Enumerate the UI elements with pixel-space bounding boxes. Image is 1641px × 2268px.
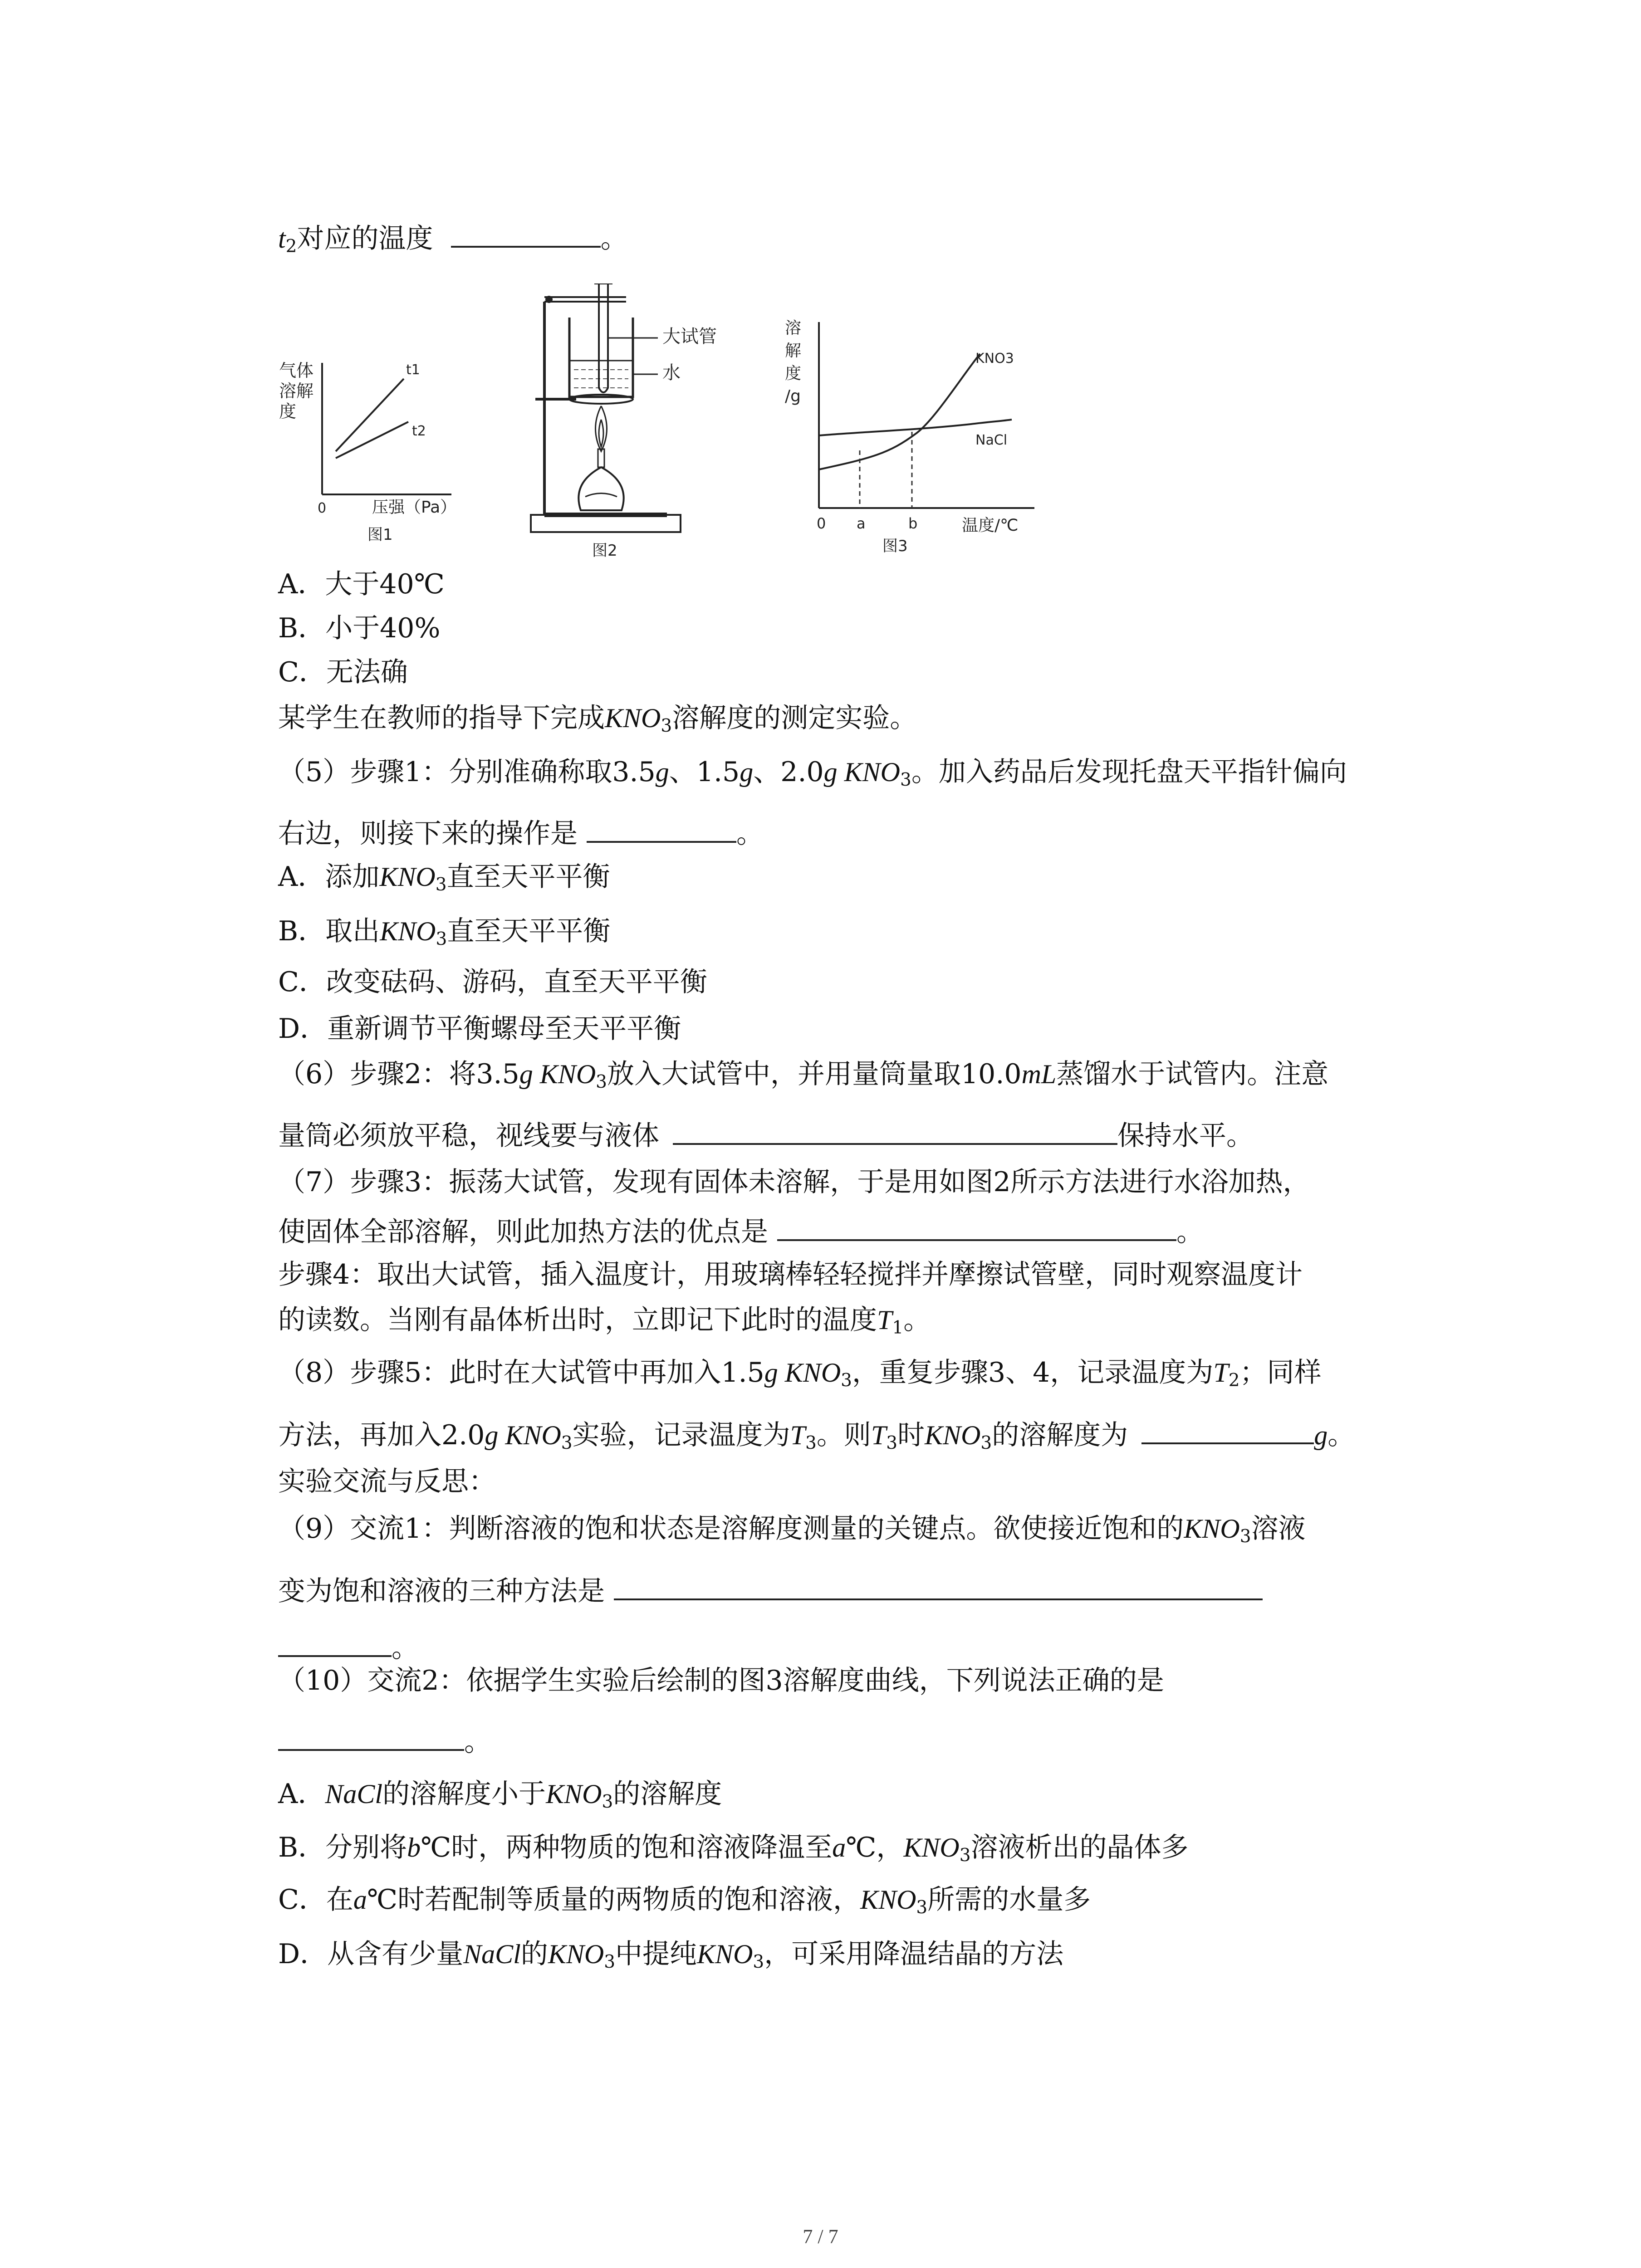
page-number: 7 / 7 [803, 2225, 838, 2248]
answer-blank[interactable] [614, 1569, 1263, 1600]
step4-line2: 的读数。当刚有晶体析出时，立即记下此时的温度$T_1$。 [278, 1304, 931, 1338]
question-line [278, 217, 628, 257]
fig3-ylabel-4: /g [785, 387, 801, 406]
fig1-origin: 0 [318, 500, 327, 516]
option-c: C．无法确 [278, 656, 408, 688]
q10-line1: （10）交流2：依据学生实验后绘制的图3溶解度曲线，下列说法正确的是 [278, 1665, 1164, 1696]
fig3-series-nacl: NaCl [975, 432, 1008, 448]
step4-line1: 步骤4：取出大试管，插入温度计，用玻璃棒轻轻搅拌并摩擦试管壁，同时观察温度计 [278, 1259, 1303, 1290]
q8-line1: （8）步骤5：此时在大试管中再加入1.5g $KNO_3$，重复步骤3、4，记录温度为$T_2$；同样 [278, 1357, 1322, 1391]
fig3-ylabel-2: 解 [785, 342, 802, 360]
fig1-ylabel-1: 气体 [279, 361, 314, 381]
q5-option-a: A．添加$KNO_3$直至天平平衡 [278, 861, 610, 895]
answer-blank[interactable] [587, 812, 736, 843]
q7-line1: （7）步骤3：振荡大试管，发现有固体未溶解，于是用如图2所示方法进行水浴加热， [278, 1166, 1310, 1198]
q10-option-a: A．NaCl的溶解度小于$KNO_3$的溶解度 [278, 1778, 722, 1812]
q9-line1: （9）交流1：判断溶液的饱和状态是溶解度测量的关键点。欲使接近饱和的$KNO_3$溶液 [278, 1513, 1306, 1547]
q7-line2: 使固体全部溶解，则此加热方法的优点是 。 [278, 1210, 1204, 1250]
q6-line2: 量筒必须放平稳，视线要与液体 保持水平。 [278, 1114, 1254, 1154]
line-end: 。 [600, 223, 628, 254]
fig1-caption: 图1 [367, 526, 393, 544]
q5-line1: （5）步骤1：分别准确称取3.5g、1.5g、2.0g $KNO_3$。加入药品后发现托盘天平指针偏向 [278, 756, 1347, 790]
fig3-xlabel: 温度/℃ [962, 516, 1019, 535]
option-a: A．大于40℃ [278, 568, 445, 600]
q5-line2: 右边，则接下来的操作是 。 [278, 812, 764, 852]
q5-option-d: D．重新调节平衡螺母至天平平衡 [278, 1013, 681, 1045]
q10-option-c: C．在a℃时若配制等质量的两物质的饱和溶液，$KNO_3$所需的水量多 [278, 1884, 1091, 1918]
q10-line2: 。 [278, 1720, 491, 1760]
figure-3 [780, 313, 1071, 567]
fig2-label-water: 水 [662, 362, 681, 383]
answer-blank[interactable] [278, 1720, 464, 1751]
fig1-ylabel-3: 度 [279, 401, 297, 421]
fig3-tick-b: b [908, 515, 918, 532]
fig1-t1: t1 [406, 362, 420, 378]
fig3-kno3-curve [819, 354, 980, 469]
fig3-ylabel-1: 溶 [785, 319, 802, 337]
line-text: $t_2$对应的温度 [278, 223, 433, 257]
fig3-origin: 0 [817, 515, 826, 532]
fig2-label-tube: 大试管 [662, 326, 717, 347]
figure-2 [513, 284, 749, 560]
answer-blank[interactable] [777, 1210, 1176, 1241]
q6-line1: （6）步骤2：将3.5g $KNO_3$放入大试管中，并用量筒量取10.0mL蒸馏水于试管内。注意 [278, 1058, 1329, 1092]
fig3-ylabel-3: 度 [785, 364, 802, 383]
q9-line2: 变为饱和溶液的三种方法是 [278, 1569, 1263, 1609]
fig1-xlabel: 压强（Pa） [372, 498, 457, 517]
answer-blank[interactable] [1141, 1413, 1314, 1444]
answer-blank[interactable] [451, 217, 601, 248]
fig3-series-kno3: KNO3 [975, 351, 1014, 367]
q10-option-b: B．分别将b℃时，两种物质的饱和溶液降温至a℃，$KNO_3$溶液析出的晶体多 [278, 1832, 1189, 1866]
q10-option-d: D．从含有少量NaCl的$KNO_3$中提纯$KNO_3$，可采用降温结晶的方法 [278, 1938, 1064, 1972]
q8-line2: 方法，再加入2.0g $KNO_3$实验，记录温度为$T_3$。则$T_3$时$KNO_3$的溶解度为 g。 [278, 1413, 1355, 1453]
fig2-caption: 图2 [592, 542, 617, 560]
answer-blank[interactable] [673, 1114, 1117, 1145]
fig3-tick-a: a [857, 515, 866, 532]
fig3-caption: 图3 [882, 537, 908, 555]
q5-option-c: C．改变砝码、游码，直至天平平衡 [278, 966, 707, 998]
fig1-t2: t2 [412, 423, 426, 439]
q9-line3: 。 [278, 1626, 419, 1666]
intro-line: 某学生在教师的指导下完成$KNO_3$溶解度的测定实验。 [278, 702, 917, 736]
reflection-heading: 实验交流与反思： [278, 1466, 496, 1497]
q5-option-b: B．取出$KNO_3$直至天平平衡 [278, 915, 611, 949]
figure-1 [272, 349, 490, 562]
answer-blank-cont[interactable] [278, 1626, 392, 1657]
option-b: B．小于40% [278, 612, 441, 644]
fig1-ylabel-2: 溶解 [279, 381, 314, 401]
